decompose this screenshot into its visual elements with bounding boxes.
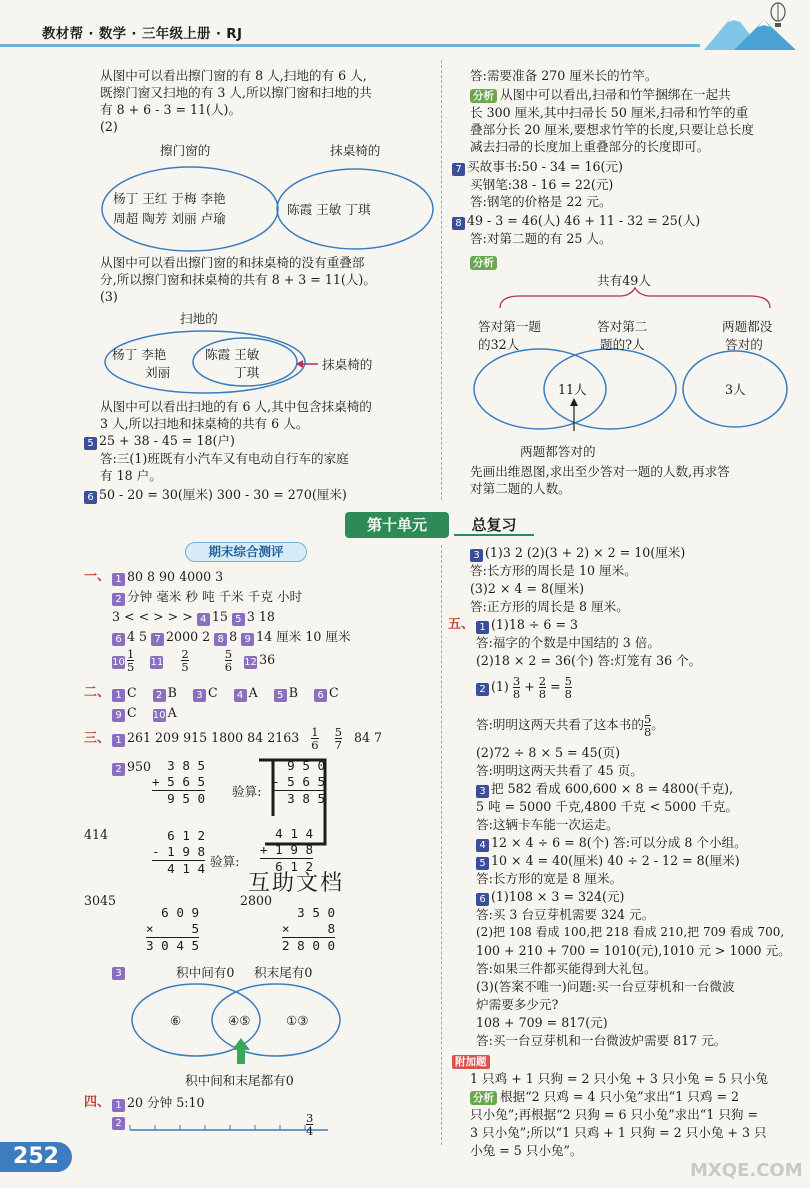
text-line: 答:买 3 台豆芽机需要 324 元。 xyxy=(476,907,655,922)
question-7: 7 买故事书:50 - 34 = 16(元) xyxy=(452,158,623,176)
answer-fraction-line: 答:明明这两天共看了这本书的 $\frac{5}{8}$ 。 xyxy=(476,712,664,739)
answer-row: 1 80 8 90 4000 3 xyxy=(112,568,223,586)
choice-row: 9 C 10 A xyxy=(112,704,177,722)
answer-row-fractions: 1 261 209 915 1800 84 2163 $\frac{1}{6}$ $\frac{5}{7}$ 84 7 xyxy=(112,724,382,752)
text-line: 长 300 厘米,其中扫帚长 50 厘米,扫帚和竹竿的重 xyxy=(470,105,749,120)
text-line: (2) xyxy=(100,119,118,134)
vertical-calc: 6 1 2 - 1 9 8 4 1 4 xyxy=(152,828,206,876)
text-line: 答:明明这两天共看了 45 页。 xyxy=(476,763,643,778)
venn-label: 答对第二 xyxy=(597,319,648,334)
venn-bottom-label: 积中间和末尾都有0 xyxy=(185,1073,294,1088)
venn-label: 题的?人 xyxy=(600,337,645,352)
venn-label: 答对第一题 xyxy=(478,319,541,334)
calc-answer: 3045 xyxy=(84,893,117,908)
question-5: 5 25 + 38 - 45 = 18(户) xyxy=(84,432,235,450)
text-line: 答:长方形的宽是 8 厘米。 xyxy=(476,871,623,886)
section-5-label: 五、 xyxy=(448,617,475,632)
header-rule xyxy=(0,44,700,47)
venn-names: 刘丽 xyxy=(145,365,171,380)
vertical-calc-check: 4 1 4 + 1 9 8 6 1 2 xyxy=(260,826,314,874)
venn-title-left: 擦门窗的 xyxy=(160,143,211,158)
question-1: 1 (1)18 ÷ 6 = 3 xyxy=(476,616,578,634)
section-pill: 期末综合测评 xyxy=(185,542,307,562)
venn-value: ①③ xyxy=(286,1013,309,1028)
check-label: 验算: xyxy=(210,854,240,869)
analysis-line: 分析 根据“2 只鸡 = 4 只小兔”求出“1 只鸡 = 2 xyxy=(470,1088,739,1105)
text-line: 答:钢笔的价格是 22 元。 xyxy=(470,194,612,209)
text-line: 答:这辆卡车能一次运走。 xyxy=(476,817,619,832)
column-divider xyxy=(441,60,442,500)
answer-row: 6 4 5 7 2000 2 8 8 9 14 厘米 10 厘米 xyxy=(112,628,351,646)
section-3-label: 三、 xyxy=(84,731,111,746)
venn-label: 答对的 xyxy=(725,337,763,352)
text-line: 减去扫帚的长度加上重叠部分的长度即可。 xyxy=(470,139,710,154)
question-3-num: 3 xyxy=(112,962,127,980)
column-divider xyxy=(441,545,442,1145)
text-line: 炉需要多少元? xyxy=(476,997,559,1012)
text-line: 100 + 210 + 700 = 1010(元),1010 元 > 1000 元。 xyxy=(476,943,791,958)
question-2-num: 2 xyxy=(112,1112,127,1130)
text-line: 答:买一台豆芽机和一台微波炉需要 817 元。 xyxy=(476,1033,727,1048)
text-line: 答:对第二题的有 25 人。 xyxy=(470,231,612,246)
venn-value: ④⑤ xyxy=(228,1013,251,1028)
text-line: 先画出维恩图,求出至少答对一题的人数,再求答 xyxy=(470,464,730,479)
vertical-calc: 3 8 5 + 5 6 5 9 5 0 xyxy=(152,758,206,806)
answer-row: 3 < < > > > 4 15 5 3 18 xyxy=(112,609,275,625)
analysis-tag: 分析 xyxy=(470,253,500,270)
choice-row: 1 C 2 B 3 C 4 A 5 B 6 C xyxy=(112,684,339,702)
section-2-label: 二、 xyxy=(84,685,111,700)
question-3: 3 (1)3 2 (2)(3 + 2) × 2 = 10(厘米) xyxy=(470,544,685,562)
question-6: 6 50 - 20 = 30(厘米) 300 - 30 = 270(厘米) xyxy=(84,486,347,504)
venn-title-right: 抹桌椅的 xyxy=(330,143,381,158)
text-line: 有 8 + 6 - 3 = 11(人)。 xyxy=(100,102,242,117)
text-line: 从图中可以看出擦门窗的和抹桌椅的没有重叠部 xyxy=(100,255,365,270)
calc-answer: 2 950 xyxy=(112,758,151,776)
text-line: 5 吨 = 5000 千克,4800 千克 < 5000 千克。 xyxy=(476,799,739,814)
text-line: 108 + 709 = 817(元) xyxy=(476,1015,608,1030)
venn-label: 积末尾有0 xyxy=(254,965,313,980)
text-line: (3)(答案不唯一)问题:买一台豆芽机和一台微波 xyxy=(476,979,735,994)
calc-answer: 414 xyxy=(84,827,109,842)
mountain-balloon-icon xyxy=(700,0,810,52)
question-2: 2 (1) $\frac{3}{8}$ + $\frac{2}{8}$ = $\frac{5}{8}$ xyxy=(476,672,572,702)
text-line: 答:正方形的周长是 8 厘米。 xyxy=(470,599,629,614)
arrow-label: 抹桌椅的 xyxy=(322,357,373,372)
text-line: 买钢笔:38 - 16 = 22(元) xyxy=(470,177,614,192)
text-line: 有 18 户。 xyxy=(100,468,162,483)
venn-label: 积中间有0 xyxy=(176,965,235,980)
text-line: (2)18 × 2 = 36(个) 答:灯笼有 36 个。 xyxy=(476,653,702,668)
venn-value: ⑥ xyxy=(170,1013,182,1028)
header-title: 教材帮 · 数学 · 三年级上册 · RJ xyxy=(42,26,243,42)
watermark: 互助文档 xyxy=(248,871,345,896)
text-line: 分,所以擦门窗和抹桌椅的共有 8 + 3 = 11(人)。 xyxy=(100,272,376,287)
number-line-fraction: $\frac{3}{4}$ xyxy=(306,1111,314,1138)
calc-answer: 2800 xyxy=(240,893,273,908)
venn-diagram-three xyxy=(460,286,800,456)
vertical-calc: 3 5 0 × 8 2 8 0 0 xyxy=(282,905,336,953)
section-4-label: 四、 xyxy=(84,1095,111,1110)
venn-names: 杨丁 李艳 xyxy=(112,347,167,362)
text-line: 1 只鸡 + 1 只狗 = 2 只小兔 + 3 只小兔 = 5 只小兔 xyxy=(470,1071,769,1086)
venn-label: 的32人 xyxy=(478,337,520,352)
text-line: 答:长方形的周长是 10 厘米。 xyxy=(470,563,637,578)
text-line: 答:如果三件都买能得到大礼包。 xyxy=(476,961,657,976)
text-line: 答:需要准备 270 厘米长的竹竿。 xyxy=(470,68,658,83)
page-number: 252 xyxy=(0,1142,72,1172)
question-8: 8 49 - 3 = 46(人) 46 + 11 - 32 = 25(人) xyxy=(452,212,700,230)
venn-overlap-value: 11人 xyxy=(558,382,587,397)
text-line: 答:福字的个数是中国结的 3 倍。 xyxy=(476,635,660,650)
text-line: 小兔 = 5 只小兔”。 xyxy=(470,1143,583,1158)
text-line: 从图中可以看出擦门窗的有 8 人,扫地的有 6 人, xyxy=(100,68,367,83)
bonus-tag: 附加题 xyxy=(452,1052,490,1069)
text-line: 3 人,所以扫地和抹桌椅的共有 6 人。 xyxy=(100,416,309,431)
watermark-site: MXQE.COM xyxy=(690,1160,803,1181)
vertical-calc-check: 9 5 0 - 5 6 5 3 8 5 xyxy=(272,758,326,806)
unit-name: 总复习 xyxy=(454,514,534,536)
check-label: 验算: xyxy=(232,784,262,799)
stamp-overlay xyxy=(255,756,345,856)
vertical-calc: 6 0 9 × 5 3 0 4 5 xyxy=(146,905,200,953)
venn-names: 周超 陶芳 刘丽 卢瑜 xyxy=(113,211,226,226)
section-1-label: 一、 xyxy=(84,569,111,584)
question-5: 5 10 × 4 = 40(厘米) 40 ÷ 2 - 12 = 8(厘米) xyxy=(476,852,740,870)
text-line: (3) xyxy=(100,289,118,304)
text-line: 叠部分长 20 厘米,要想求竹竿的长度,只要让总长度 xyxy=(470,122,754,137)
venn-label: 两题都没 xyxy=(722,319,773,334)
answer-row: 2 分钟 毫米 秒 吨 千米 千克 小时 xyxy=(112,588,302,606)
answer-row-fractions: 10 $\frac{1}{5}$ 11 $\frac{2}{5}$ $\frac{5}{6}$ 12 36 xyxy=(112,647,276,674)
unit-banner: 第十单元 xyxy=(345,512,449,538)
text-line: (3)2 × 4 = 8(厘米) xyxy=(470,581,585,596)
venn-bottom-label: 两题都答对的 xyxy=(520,444,596,459)
text-line: 从图中可以看出扫地的有 6 人,其中包含抹桌椅的 xyxy=(100,399,372,414)
text-line: (2)把 108 看成 100,把 218 看成 210,把 709 看成 700, xyxy=(476,925,785,939)
venn-title: 扫地的 xyxy=(180,311,218,326)
text-line: 既擦门窗又扫地的有 3 人,所以擦门窗和扫地的共 xyxy=(100,85,372,100)
text-line: 只小兔”;再根据“2 只狗 = 6 只小兔”求出“1 只狗 = xyxy=(470,1107,759,1122)
answer-row: 1 20 分钟 5:10 xyxy=(112,1094,205,1112)
question-4: 4 12 × 4 ÷ 6 = 8(个) 答:可以分成 8 个小组。 xyxy=(476,834,747,852)
text-line: 3 只小兔”;所以“1 只鸡 + 1 只狗 = 2 只小兔 + 3 只 xyxy=(470,1125,767,1140)
text-line: 对第二题的人数。 xyxy=(470,481,571,496)
venn-total-label: 共有49人 xyxy=(597,273,651,288)
text-line: (2)72 ÷ 8 × 5 = 45(页) xyxy=(476,745,621,760)
text-line: 答:三(1)班既有小汽车又有电动自行车的家庭 xyxy=(100,451,349,466)
venn-names: 丁琪 xyxy=(234,365,260,380)
venn-names: 陈霞 王敏 xyxy=(205,347,260,362)
venn-right-value: 3人 xyxy=(725,382,746,397)
question-6: 6 (1)108 × 3 = 324(元) xyxy=(476,888,624,906)
analysis-line: 分析 从图中可以看出,扫帚和竹竿捆绑在一起共 xyxy=(470,86,731,103)
question-3b: 3 把 582 看成 600,600 × 8 = 4800(千克), xyxy=(476,780,733,798)
venn-names: 陈霞 王敏 丁琪 xyxy=(287,202,371,217)
venn-names: 杨丁 王红 于梅 李艳 xyxy=(113,191,226,206)
